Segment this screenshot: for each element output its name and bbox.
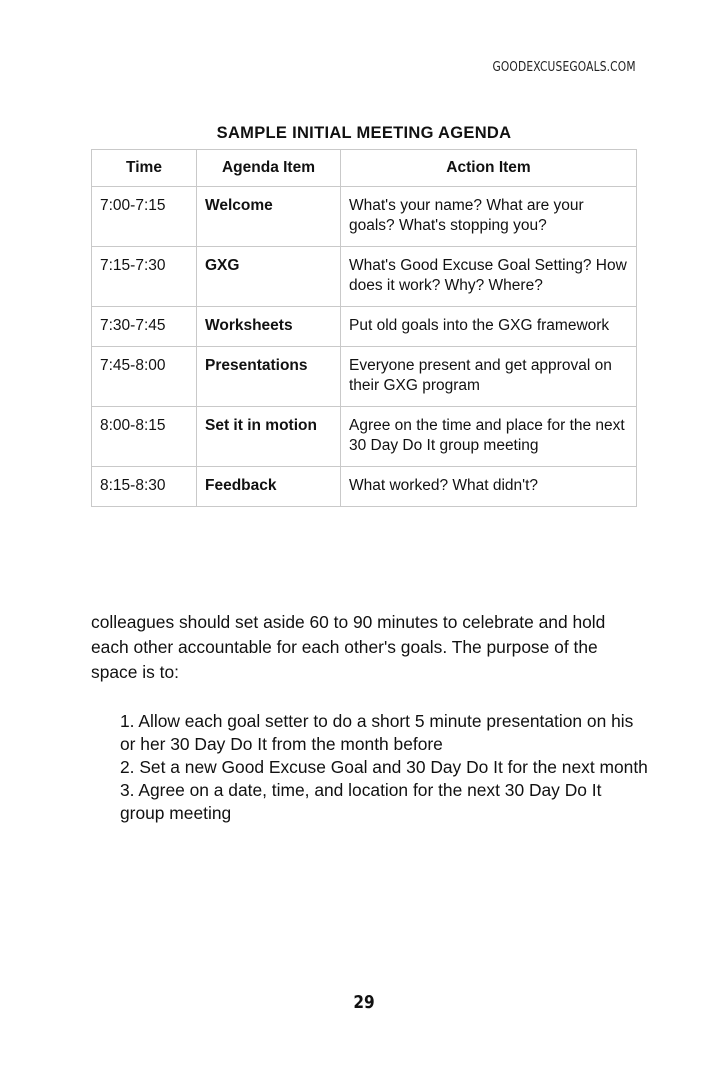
page-number: 29 bbox=[353, 992, 375, 1013]
agenda-table bbox=[91, 149, 637, 507]
table-row bbox=[92, 467, 637, 507]
agenda-item-cell: Presentations bbox=[197, 347, 341, 407]
action-item-cell: Agree on the time and place for the next 30 Day Do It group meeting bbox=[341, 407, 637, 467]
time-cell: 8:00-8:15 bbox=[92, 407, 197, 467]
agenda-item-cell: Welcome bbox=[197, 187, 341, 247]
time-cell: 7:15-7:30 bbox=[92, 247, 197, 307]
action-item-cell: What worked? What didn't? bbox=[341, 467, 637, 507]
table-row bbox=[92, 307, 637, 347]
action-item-cell: What's your name? What are your goals? What's stopping you? bbox=[341, 187, 637, 247]
action-item-cell: Put old goals into the GXG framework bbox=[341, 307, 637, 347]
time-cell: 8:15-8:30 bbox=[92, 467, 197, 507]
agenda-title: SAMPLE INITIAL MEETING AGENDA bbox=[216, 124, 512, 142]
time-cell: 7:45-8:00 bbox=[92, 347, 197, 407]
table-row bbox=[92, 247, 637, 307]
numbered-list bbox=[120, 710, 650, 825]
site-header: GOODEXCUSEGOALS.COM bbox=[492, 60, 636, 75]
time-cell: 7:00-7:15 bbox=[92, 187, 197, 247]
table-row bbox=[92, 187, 637, 247]
list-item: 2. Set a new Good Excuse Goal and 30 Day Do It for the next month bbox=[120, 757, 648, 777]
table-header-row bbox=[92, 150, 637, 187]
agenda-item-cell: Worksheets bbox=[197, 307, 341, 347]
table-row bbox=[92, 407, 637, 467]
agenda-item-cell: Set it in motion bbox=[197, 407, 341, 467]
list-item: 1. Allow each goal setter to do a short 5 minute presentation on his or her 30 Day Do It from the month before bbox=[120, 711, 634, 754]
action-item-cell: What's Good Excuse Goal Setting? How does it work? Why? Where? bbox=[341, 247, 637, 307]
agenda-item-cell: GXG bbox=[197, 247, 341, 307]
column-header-agenda-item: Agenda Item bbox=[197, 150, 341, 187]
time-cell: 7:30-7:45 bbox=[92, 307, 197, 347]
agenda-item-cell: Feedback bbox=[197, 467, 341, 507]
column-header-action-item: Action Item bbox=[341, 150, 637, 187]
body-paragraph: colleagues should set aside 60 to 90 minutes to celebrate and hold each other accountable for each other's goals. The purpose of the space is to: bbox=[91, 612, 606, 682]
list-item: 3. Agree on a date, time, and location for the next 30 Day Do It group meeting bbox=[120, 780, 602, 823]
table-row bbox=[92, 347, 637, 407]
action-item-cell: Everyone present and get approval on their GXG program bbox=[341, 347, 637, 407]
column-header-time: Time bbox=[92, 150, 197, 187]
